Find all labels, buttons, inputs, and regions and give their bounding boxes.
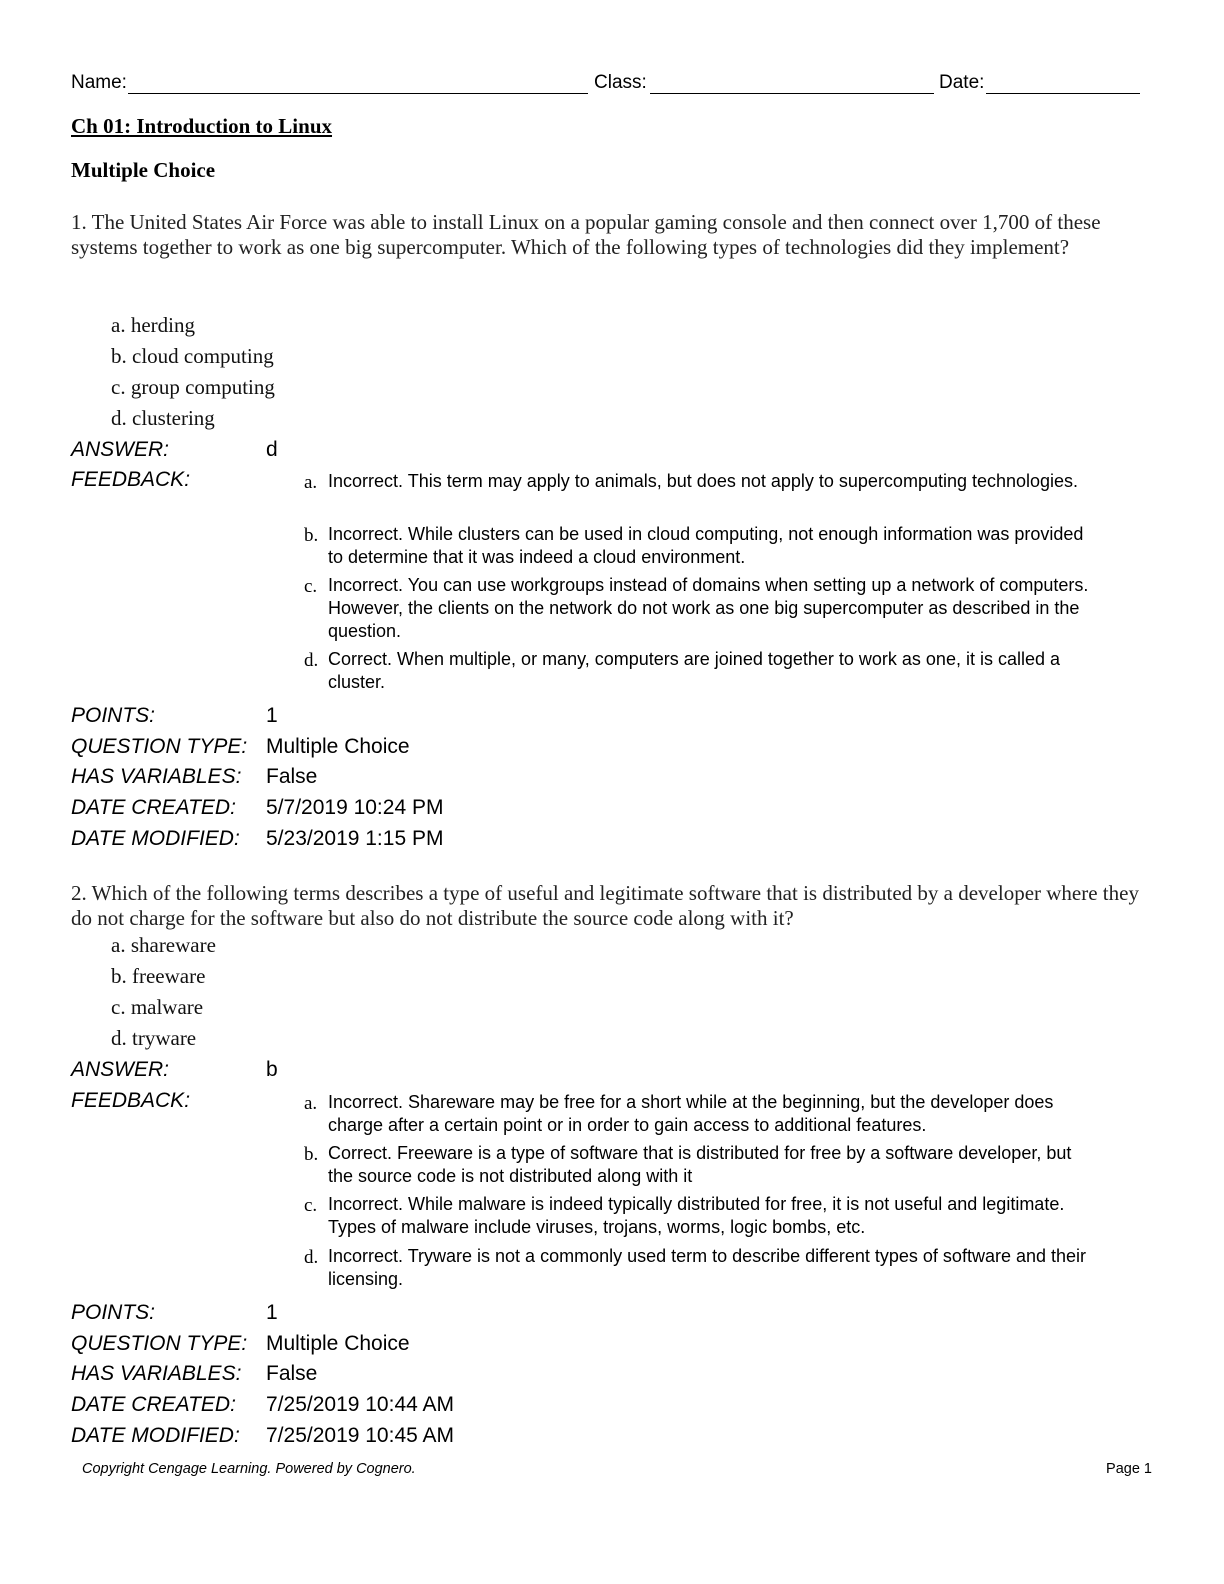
answer-value: d bbox=[266, 438, 278, 461]
chapter-title: Ch 01: Introduction to Linux bbox=[71, 114, 333, 138]
section-heading: Multiple Choice bbox=[71, 158, 216, 182]
feedback-letter: b. bbox=[304, 1144, 319, 1165]
feedback-letter: c. bbox=[304, 1195, 318, 1216]
option-d: d. clustering bbox=[111, 406, 215, 430]
question-type-value: Multiple Choice bbox=[266, 735, 410, 758]
feedback-letter: c. bbox=[304, 576, 318, 597]
answer-value: b bbox=[266, 1058, 278, 1081]
option-b: b. cloud computing bbox=[111, 344, 274, 368]
question-type-label: QUESTION TYPE: bbox=[71, 1332, 248, 1355]
class-blank bbox=[650, 93, 934, 94]
option-a: a. shareware bbox=[111, 933, 216, 957]
feedback-label: FEEDBACK: bbox=[71, 1089, 191, 1112]
feedback-letter: d. bbox=[304, 1247, 319, 1268]
feedback-letter: a. bbox=[304, 1093, 318, 1114]
answer-label: ANSWER: bbox=[71, 1058, 170, 1081]
feedback-letter: d. bbox=[304, 650, 319, 671]
has-variables-value: False bbox=[266, 765, 318, 788]
points-label: POINTS: bbox=[71, 704, 156, 727]
page-number: Page 1 bbox=[1106, 1461, 1152, 1477]
date-blank bbox=[986, 93, 1140, 94]
feedback-text: Incorrect. While malware is indeed typically distributed for free, it is not useful and legitimate. Types of malware include viruses, trojans, worms, logic bombs, etc. bbox=[328, 1194, 1065, 1237]
feedback-text: Incorrect. You can use workgroups instead of domains when setting up a network of computers. However, the clients on the network do not work as one big supercomputer as described in the question. bbox=[328, 575, 1089, 641]
feedback-label: FEEDBACK: bbox=[71, 468, 191, 491]
has-variables-label: HAS VARIABLES: bbox=[71, 765, 242, 788]
option-d: d. tryware bbox=[111, 1026, 197, 1050]
feedback-text: Correct. Freeware is a type of software that is distributed for free by a software developer, but the source code is not distributed along with it bbox=[328, 1143, 1072, 1186]
date-modified-value: 7/25/2019 10:45 AM bbox=[266, 1424, 454, 1447]
points-value: 1 bbox=[266, 1301, 278, 1324]
question-stem: 2. Which of the following terms describes a type of useful and legitimate software that is distributed by a developer where they do not charge for the software but also do not distribute the source code along with it? bbox=[71, 881, 1139, 930]
feedback-text: Correct. When multiple, or many, computers are joined together to work as one, it is called a cluster. bbox=[328, 649, 1060, 692]
name-blank bbox=[128, 93, 588, 94]
copyright-footer: Copyright Cengage Learning. Powered by Cognero. bbox=[82, 1461, 416, 1477]
answer-label: ANSWER: bbox=[71, 438, 170, 461]
date-modified-value: 5/23/2019 1:15 PM bbox=[266, 827, 444, 850]
date-created-value: 5/7/2019 10:24 PM bbox=[266, 796, 444, 819]
question-stem: 1. The United States Air Force was able to install Linux on a popular gaming console and then connect over 1,700 of these systems together to work as one big supercomputer. Which of the following types of technologies did they implement? bbox=[71, 210, 1101, 259]
feedback-text: Incorrect. Tryware is not a commonly used term to describe different types of software and their licensing. bbox=[328, 1246, 1087, 1289]
date-modified-label: DATE MODIFIED: bbox=[71, 827, 240, 850]
points-label: POINTS: bbox=[71, 1301, 156, 1324]
question-type-label: QUESTION TYPE: bbox=[71, 735, 248, 758]
question-type-value: Multiple Choice bbox=[266, 1332, 410, 1355]
points-value: 1 bbox=[266, 704, 278, 727]
option-c: c. group computing bbox=[111, 375, 275, 399]
feedback-text: Incorrect. Shareware may be free for a short while at the beginning, but the developer does charge after a certain point or in order to gain access to additional features. bbox=[328, 1092, 1054, 1135]
feedback-text: Incorrect. While clusters can be used in cloud computing, not enough information was provided to determine that it was indeed a cloud environment. bbox=[328, 524, 1084, 567]
class-label: Class: bbox=[594, 72, 647, 93]
date-created-value: 7/25/2019 10:44 AM bbox=[266, 1393, 454, 1416]
feedback-letter: b. bbox=[304, 525, 319, 546]
name-label: Name: bbox=[71, 72, 127, 93]
option-c: c. malware bbox=[111, 995, 204, 1019]
has-variables-value: False bbox=[266, 1362, 318, 1385]
feedback-text: Incorrect. This term may apply to animals, but does not apply to supercomputing technologies. bbox=[328, 471, 1079, 491]
date-modified-label: DATE MODIFIED: bbox=[71, 1424, 240, 1447]
option-b: b. freeware bbox=[111, 964, 206, 988]
date-created-label: DATE CREATED: bbox=[71, 1393, 236, 1416]
date-label: Date: bbox=[939, 72, 985, 93]
option-a: a. herding bbox=[111, 313, 195, 337]
feedback-letter: a. bbox=[304, 472, 318, 493]
date-created-label: DATE CREATED: bbox=[71, 796, 236, 819]
has-variables-label: HAS VARIABLES: bbox=[71, 1362, 242, 1385]
